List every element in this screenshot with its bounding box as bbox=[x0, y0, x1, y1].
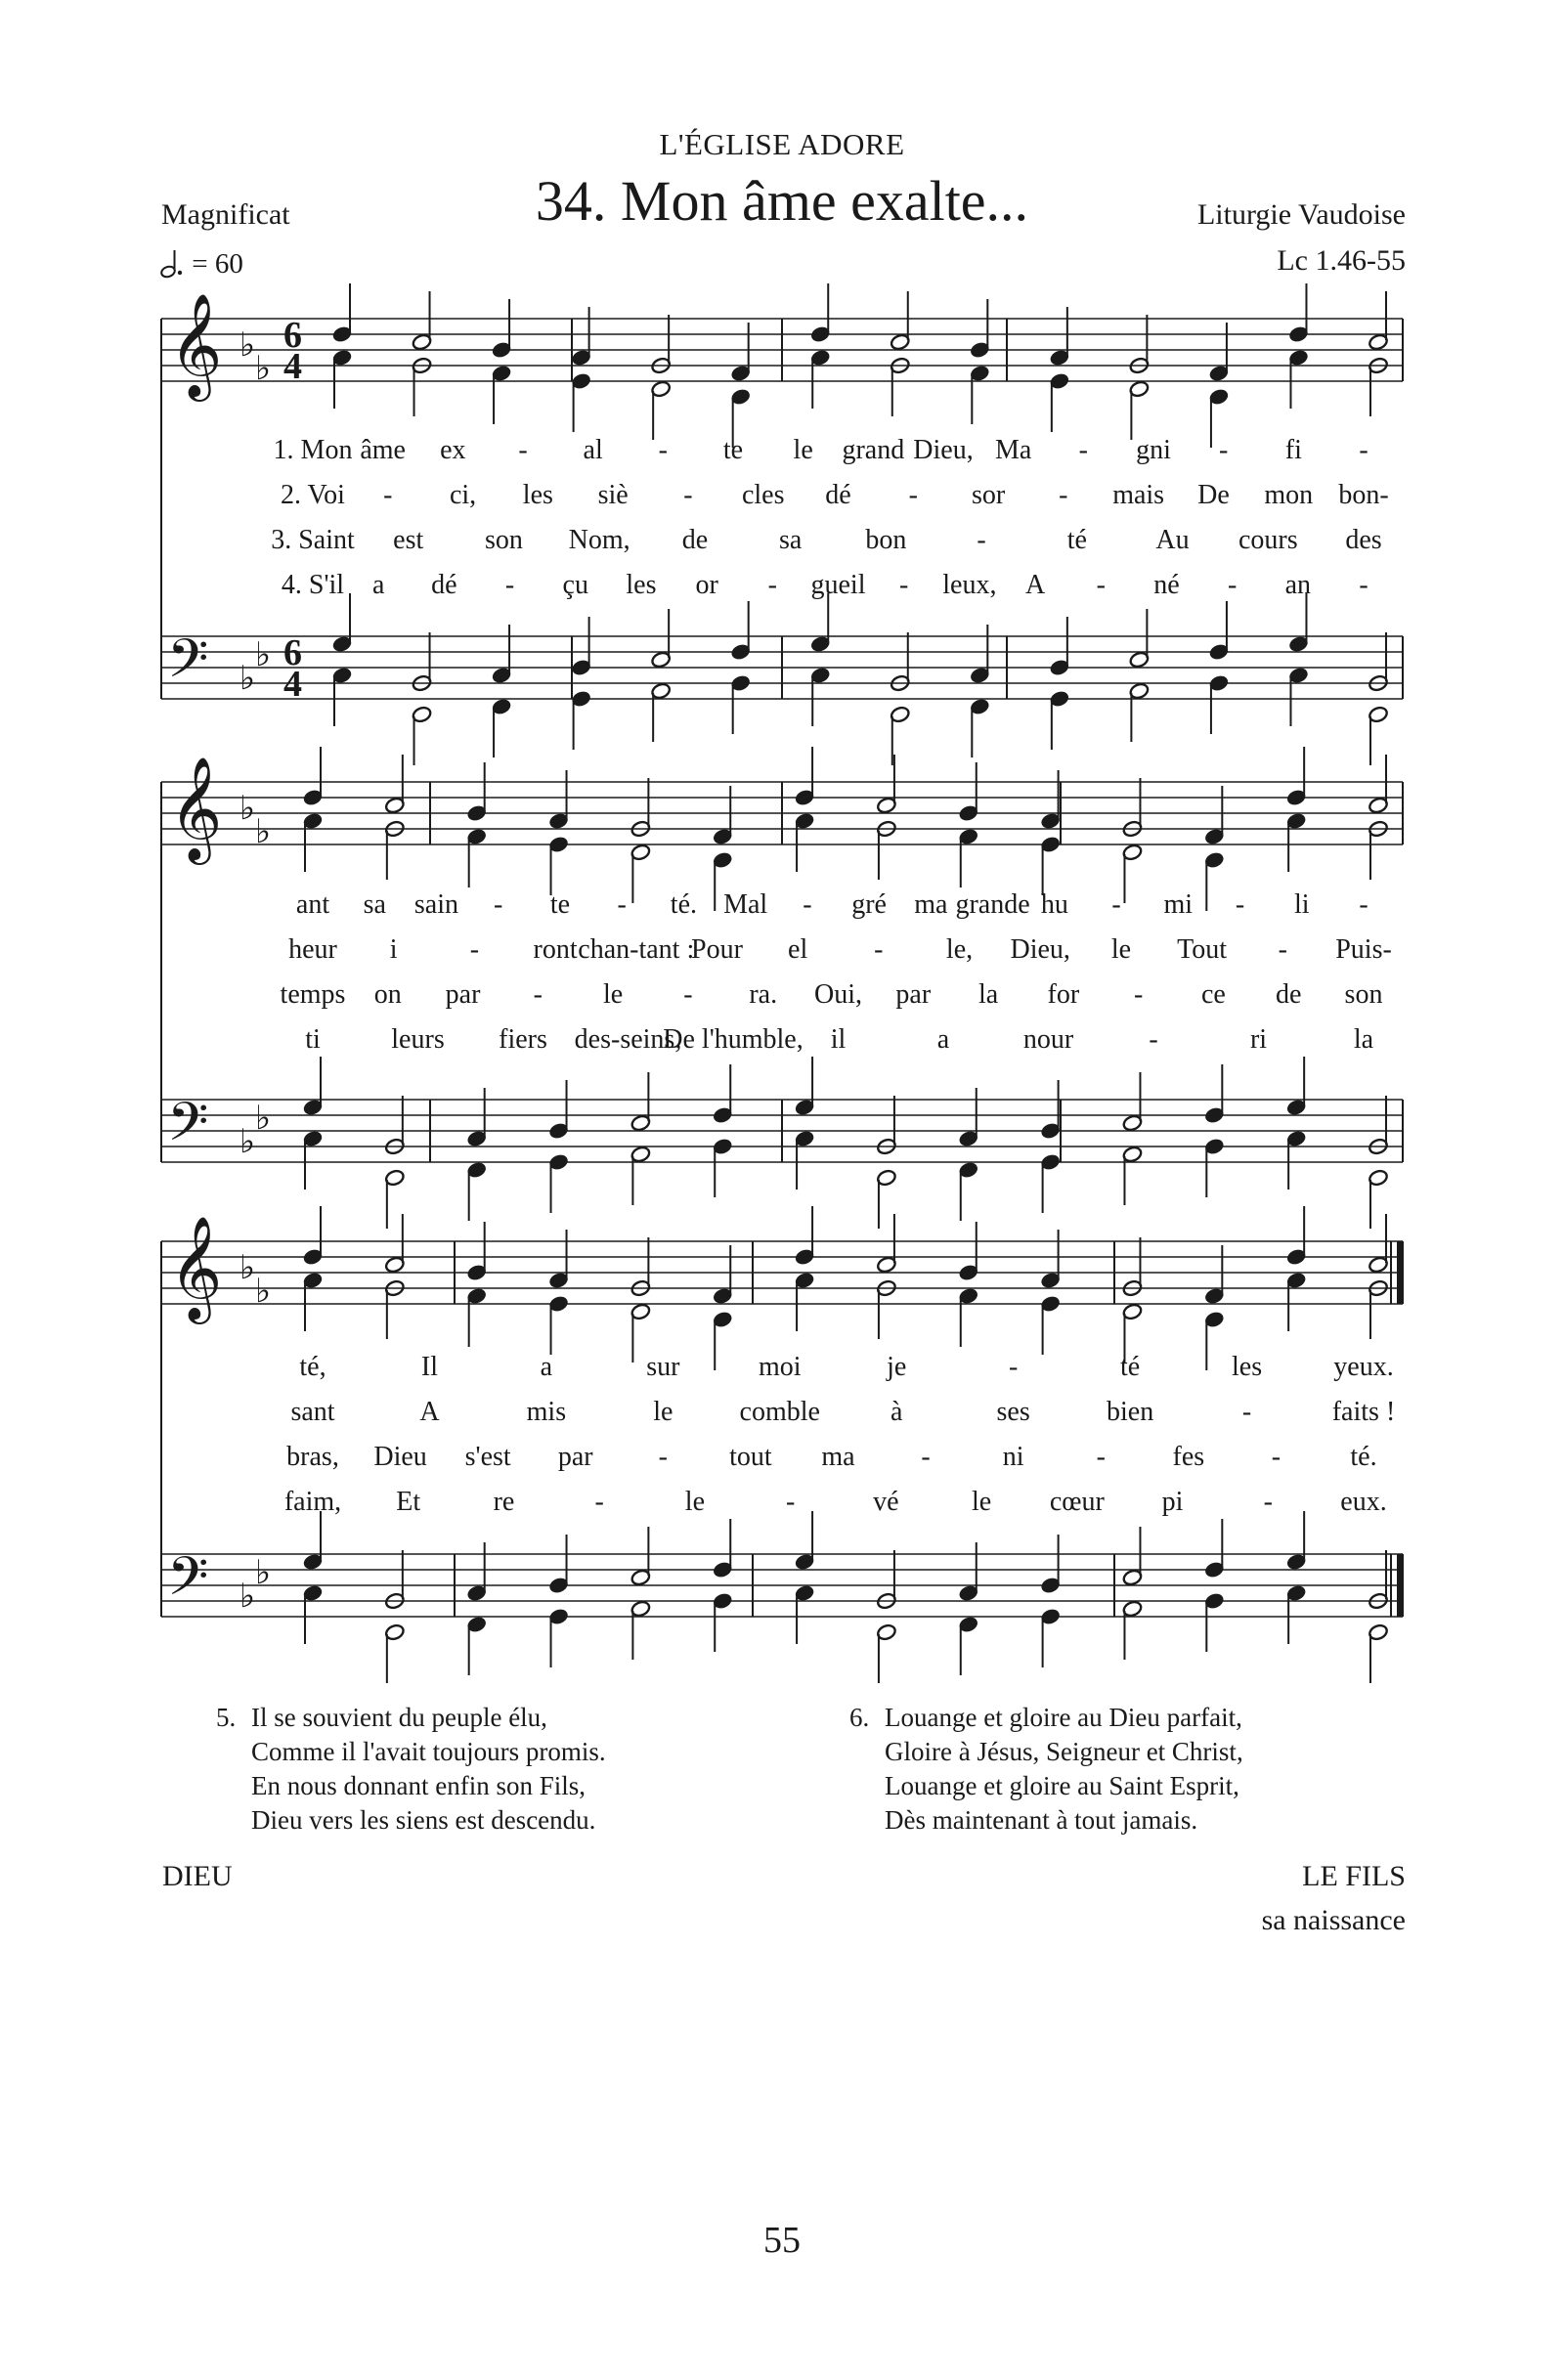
lyric-syllable: pi bbox=[1161, 1487, 1184, 1517]
lyric-syllable: sur bbox=[646, 1352, 680, 1382]
flat-sign-icon: ♭ bbox=[255, 637, 272, 673]
lyric-syllable: Dieu, bbox=[1010, 934, 1070, 965]
lyric-syllable: Au bbox=[1155, 525, 1190, 555]
stanza-line: Il se souvient du peuple élu, bbox=[251, 1703, 547, 1732]
section-heading: L'ÉGLISE ADORE bbox=[659, 127, 905, 161]
footer-subsection: sa naissance bbox=[1261, 1904, 1406, 1936]
lyric-syllable: mais bbox=[1112, 480, 1165, 510]
lyric-syllable: temps bbox=[280, 979, 346, 1010]
lyric-syllable: - bbox=[1359, 570, 1368, 600]
lyric-syllable: - bbox=[683, 979, 693, 1010]
stanza-line: Dès maintenant à tout jamais. bbox=[885, 1805, 1198, 1835]
hymn-source: Liturgie Vaudoise bbox=[1196, 198, 1406, 231]
lyric-syllable: par bbox=[557, 1442, 593, 1472]
lyric-syllable: dé bbox=[825, 480, 851, 510]
stanza-line: Gloire à Jésus, Seigneur et Christ, bbox=[885, 1737, 1243, 1766]
lyric-syllable: an bbox=[1284, 570, 1312, 600]
flat-sign-icon: ♭ bbox=[239, 1250, 256, 1286]
lyric-syllable: il bbox=[830, 1024, 847, 1055]
lyric-syllable: le bbox=[1110, 934, 1132, 965]
lyric-syllable: a bbox=[540, 1352, 553, 1382]
lyric-syllable: or bbox=[695, 570, 718, 600]
lyric-syllable: les bbox=[522, 480, 553, 510]
lyric-syllable: le bbox=[684, 1487, 706, 1517]
lyric-syllable: De l'humble, bbox=[663, 1024, 804, 1055]
lyric-syllable: - bbox=[658, 435, 668, 465]
time-signature: 4 bbox=[283, 664, 302, 705]
hymn-number: 34. bbox=[535, 169, 607, 233]
stanza-line: Comme il l'avait toujours promis. bbox=[251, 1737, 606, 1766]
lyric-syllable: leux, bbox=[942, 570, 997, 600]
stanza-line: Louange et gloire au Dieu parfait, bbox=[885, 1703, 1242, 1732]
lyric-syllable: hu bbox=[1040, 889, 1068, 920]
lyric-syllable: Ma bbox=[994, 435, 1032, 465]
lyric-syllable: - bbox=[533, 979, 543, 1010]
lyric-syllable: A bbox=[1024, 570, 1046, 600]
lyric-syllable: 1. Mon bbox=[273, 435, 353, 465]
lyric-syllable: son bbox=[1344, 979, 1383, 1010]
lyric-syllable: Oui, bbox=[814, 979, 862, 1010]
lyric-syllable: - bbox=[1218, 435, 1229, 465]
lyric-syllable: nour bbox=[1022, 1024, 1074, 1055]
lyric-syllable: dé bbox=[431, 570, 457, 600]
lyric-syllable: fes bbox=[1172, 1442, 1205, 1472]
lyric-syllable: ex bbox=[440, 435, 466, 465]
lyric-syllable: à bbox=[891, 1397, 903, 1427]
lyric-syllable: Nom, bbox=[568, 525, 630, 555]
lyric-syllable: ront bbox=[533, 934, 578, 965]
lyric-syllable: leurs bbox=[391, 1024, 445, 1055]
flat-sign-icon: ♭ bbox=[255, 351, 272, 387]
lyric-syllable: cles bbox=[741, 480, 785, 510]
lyric-syllable: tout bbox=[729, 1442, 772, 1472]
lyric-syllable: bien bbox=[1107, 1397, 1154, 1427]
lyric-syllable: s'est bbox=[464, 1442, 511, 1472]
stanza-line: Louange et gloire au Saint Esprit, bbox=[885, 1771, 1239, 1800]
footer-category: DIEU bbox=[162, 1860, 233, 1892]
lyric-syllable: - bbox=[494, 889, 503, 920]
lyric-syllable: sa bbox=[363, 889, 386, 920]
lyric-syllable: la bbox=[1353, 1024, 1374, 1055]
stanza-line: En nous donnant enfin son Fils, bbox=[251, 1771, 586, 1800]
treble-clef-icon: 𝄞 bbox=[169, 292, 223, 397]
lyric-syllable: le bbox=[971, 1487, 992, 1517]
lyric-syllable: cours bbox=[1238, 525, 1298, 555]
lyric-syllable: faits ! bbox=[1331, 1397, 1396, 1427]
lyric-syllable: le, bbox=[945, 934, 974, 965]
lyric-syllable: les bbox=[1231, 1352, 1263, 1382]
lyric-syllable: ti bbox=[305, 1024, 321, 1055]
lyric-syllable: ses bbox=[996, 1397, 1030, 1427]
lyric-syllable: - bbox=[617, 889, 627, 920]
lyric-syllable: - bbox=[921, 1442, 931, 1472]
treble-clef-icon: 𝄞 bbox=[169, 1215, 223, 1320]
lyric-syllable: moi bbox=[758, 1352, 802, 1382]
lyric-syllable: - bbox=[1227, 570, 1238, 600]
lyric-syllable: faim, bbox=[283, 1487, 342, 1517]
lyric-syllable: cœur bbox=[1049, 1487, 1105, 1517]
lyric-syllable: ri bbox=[1249, 1024, 1268, 1055]
lyric-syllable: - bbox=[658, 1442, 668, 1472]
lyric-syllable: gueil bbox=[810, 570, 866, 600]
lyric-syllable: ma bbox=[914, 889, 948, 920]
flat-sign-icon: ♭ bbox=[255, 1274, 272, 1310]
lyric-syllable: yeux. bbox=[1333, 1352, 1394, 1382]
time-signature: 4 bbox=[283, 346, 302, 387]
lyric-syllable: par bbox=[445, 979, 481, 1010]
lyric-syllable: le bbox=[653, 1397, 673, 1427]
lyric-syllable: - bbox=[1096, 570, 1106, 600]
final-barline bbox=[1397, 1554, 1404, 1617]
lyric-syllable: 3. Saint bbox=[271, 525, 355, 555]
lyric-syllable: sant bbox=[290, 1397, 335, 1427]
lyric-syllable: siè bbox=[597, 480, 629, 510]
lyric-syllable: de bbox=[681, 525, 709, 555]
lyric-syllable: on bbox=[373, 979, 402, 1010]
lyric-syllable: Et bbox=[396, 1487, 421, 1517]
lyric-syllable: 2. Voi bbox=[281, 480, 345, 510]
flat-sign-icon: ♭ bbox=[239, 327, 256, 364]
lyric-syllable: ma bbox=[821, 1442, 855, 1472]
lyric-syllable: - bbox=[1008, 1352, 1019, 1382]
lyric-syllable: bon- bbox=[1338, 480, 1389, 510]
lyric-syllable: vé bbox=[873, 1487, 899, 1517]
lyric-syllable: té. bbox=[1350, 1442, 1377, 1472]
treble-clef-icon: 𝄞 bbox=[169, 756, 223, 860]
lyric-syllable: - bbox=[1359, 889, 1368, 920]
lyric-syllable: té, bbox=[299, 1352, 326, 1382]
flat-sign-icon: ♭ bbox=[239, 1579, 256, 1615]
flat-sign-icon: ♭ bbox=[255, 1555, 272, 1591]
lyric-syllable: son bbox=[485, 525, 523, 555]
lyric-syllable: - bbox=[1278, 934, 1287, 965]
lyric-syllable: des-seins, bbox=[574, 1024, 682, 1055]
lyric-syllable: bras, bbox=[286, 1442, 339, 1472]
lyric-syllable: - bbox=[1149, 1024, 1158, 1055]
flat-sign-icon: ♭ bbox=[239, 1124, 256, 1160]
lyric-syllable: eux. bbox=[1340, 1487, 1387, 1517]
lyric-syllable: est bbox=[393, 525, 424, 555]
stanza-5 bbox=[216, 1701, 606, 1838]
lyric-syllable: - bbox=[767, 570, 777, 600]
tempo-value: = 60 bbox=[192, 248, 243, 280]
lyric-syllable: - bbox=[1359, 435, 1368, 465]
lyric-syllable: çu bbox=[562, 570, 588, 600]
lyric-syllable: i bbox=[389, 934, 398, 965]
lyric-syllable: - bbox=[518, 435, 528, 465]
lyric-syllable: heur bbox=[288, 934, 337, 965]
lyric-syllable: ant bbox=[295, 889, 330, 920]
lyric-syllable: Pour bbox=[691, 934, 743, 965]
lyric-syllable: fi bbox=[1284, 435, 1302, 465]
lyric-syllable: sain bbox=[413, 889, 459, 920]
lyric-syllable: mis bbox=[526, 1397, 567, 1427]
lyric-syllable: fiers bbox=[499, 1024, 547, 1055]
lyric-syllable: sor bbox=[971, 480, 1006, 510]
lyric-syllable: for bbox=[1047, 979, 1080, 1010]
footer-section: LE FILS bbox=[1302, 1860, 1406, 1892]
lyric-syllable: - bbox=[1263, 1487, 1273, 1517]
lyric-syllable: né bbox=[1153, 570, 1180, 600]
lyric-syllable: - bbox=[1271, 1442, 1282, 1472]
lyric-syllable: mi bbox=[1163, 889, 1194, 920]
lyric-syllable: - bbox=[594, 1487, 604, 1517]
lyric-syllable: li bbox=[1293, 889, 1310, 920]
lyric-syllable: ci, bbox=[449, 480, 477, 510]
lyric-syllable: re bbox=[493, 1487, 515, 1517]
lyric-syllable: - bbox=[1059, 480, 1068, 510]
lyric-syllable: de bbox=[1275, 979, 1302, 1010]
lyric-syllable: A bbox=[419, 1397, 440, 1427]
lyric-syllable: Mal bbox=[723, 889, 768, 920]
lyric-syllable: - bbox=[1111, 889, 1121, 920]
lyric-syllable: les bbox=[626, 570, 657, 600]
lyric-syllable: gni bbox=[1136, 435, 1171, 465]
flat-sign-icon: ♭ bbox=[239, 791, 256, 827]
flat-sign-icon: ♭ bbox=[255, 814, 272, 850]
lyric-syllable: - bbox=[1096, 1442, 1106, 1472]
lyric-syllable: gré bbox=[851, 889, 887, 920]
lyric-syllable: ni bbox=[1002, 1442, 1024, 1472]
final-barline bbox=[1397, 1241, 1404, 1304]
lyric-syllable: je bbox=[887, 1352, 907, 1382]
lyric-syllable: Dieu bbox=[373, 1442, 427, 1472]
lyric-syllable: ra. bbox=[749, 979, 778, 1010]
lyric-syllable: - bbox=[1235, 889, 1245, 920]
stanza-line: Dieu vers les siens est descendu. bbox=[251, 1805, 596, 1835]
lyric-syllable: - bbox=[874, 934, 884, 965]
lyric-syllable: comble bbox=[739, 1397, 820, 1427]
lyric-syllable: Puis- bbox=[1335, 934, 1392, 965]
lyric-syllable: té. bbox=[670, 889, 698, 920]
lyric-syllable: al bbox=[583, 435, 603, 465]
lyric-syllable: mon bbox=[1264, 480, 1314, 510]
hymn-title-text: Mon âme exalte... bbox=[620, 169, 1029, 233]
lyric-syllable: chan-tant : bbox=[578, 934, 695, 965]
lyric-syllable: el bbox=[788, 934, 808, 965]
stanza-number: 6. bbox=[849, 1703, 870, 1732]
flat-sign-icon: ♭ bbox=[255, 1101, 272, 1137]
lyric-syllable: a bbox=[371, 570, 385, 600]
lyric-syllable: - bbox=[1241, 1397, 1252, 1427]
scripture-reference: Lc 1.46-55 bbox=[1277, 244, 1406, 277]
lyric-syllable: te bbox=[722, 435, 744, 465]
lyric-syllable: - bbox=[683, 480, 693, 510]
lyric-syllable: - bbox=[899, 570, 909, 600]
lyric-syllable: - bbox=[383, 480, 393, 510]
lyric-syllable: - bbox=[1078, 435, 1088, 465]
page-number: 55 bbox=[763, 2220, 801, 2261]
lyric-syllable: - bbox=[977, 525, 986, 555]
lyric-syllable: ce bbox=[1200, 979, 1226, 1010]
bass-clef-icon: 𝄢 bbox=[167, 1091, 209, 1166]
lyric-syllable: des bbox=[1345, 525, 1382, 555]
stanza-6 bbox=[849, 1701, 1243, 1838]
lyric-syllable: - bbox=[504, 570, 515, 600]
lyric-syllable: grand bbox=[842, 435, 905, 465]
lyric-syllable: sa bbox=[778, 525, 803, 555]
lyric-syllable: De bbox=[1197, 480, 1230, 510]
lyric-syllable: - bbox=[803, 889, 812, 920]
lyric-syllable: - bbox=[908, 480, 918, 510]
lyric-syllable: âme bbox=[360, 435, 406, 465]
lyric-syllable: grande bbox=[955, 889, 1030, 920]
lyric-syllable: a bbox=[936, 1024, 950, 1055]
bass-clef-icon: 𝄢 bbox=[167, 1545, 209, 1621]
lyric-syllable: par bbox=[895, 979, 932, 1010]
lyric-syllable: le bbox=[603, 979, 624, 1010]
lyric-syllable: Dieu, bbox=[913, 435, 974, 465]
bass-clef-icon: 𝄢 bbox=[167, 627, 209, 703]
lyric-syllable: - bbox=[469, 934, 480, 965]
time-signature: 6 bbox=[283, 315, 302, 356]
lyric-syllable: le bbox=[793, 435, 813, 465]
lyric-syllable: té bbox=[1066, 525, 1087, 555]
lyric-syllable: te bbox=[549, 889, 571, 920]
hymn-category: Magnificat bbox=[161, 198, 290, 231]
time-signature: 6 bbox=[283, 632, 302, 673]
stanza-number: 5. bbox=[216, 1703, 237, 1732]
flat-sign-icon: ♭ bbox=[239, 661, 256, 697]
lyric-syllable: Il bbox=[420, 1352, 438, 1382]
lyric-syllable: té bbox=[1120, 1352, 1141, 1382]
lyric-syllable: bon bbox=[865, 525, 907, 555]
lyric-syllable: 4. S'il bbox=[281, 570, 345, 600]
lyric-syllable: Tout bbox=[1177, 934, 1228, 965]
lyric-syllable: la bbox=[978, 979, 999, 1010]
lyric-syllable: - bbox=[1133, 979, 1144, 1010]
lyric-syllable: - bbox=[785, 1487, 796, 1517]
